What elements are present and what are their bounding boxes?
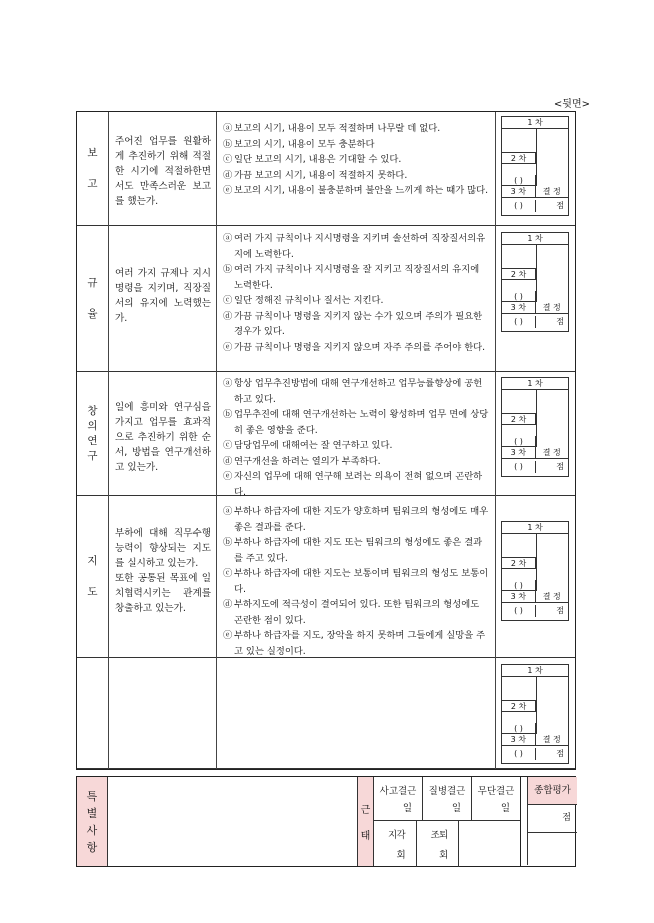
unexcused-absence-cell[interactable]: 무단결근 일 [477,786,515,814]
option-item: ⓐ 보고의 시기, 내용이 모두 적절하며 나무랄 데 없다. [223,123,441,134]
option-item: ⓑ 업무추진에 대해 연구개선하는 노력이 왕성하며 업무 면에 상당히 좋은 영향을 준다. [223,409,489,436]
round1-label: 1 차 [502,665,568,677]
score-box [501,232,569,332]
points-label: 점 [556,749,564,758]
round3-label: 3 차 [502,734,536,745]
criteria-question: 주어진 업무를 원활하게 추진하기 위해 적절한 시기에 적절하한면서도 만족스러운 보고를 했는가. [115,136,211,207]
option-item: ⓑ 여러 가지 규칙이나 지시명령을 잘 지키고 직장질서의 유지에 노력한다. [223,264,480,291]
overall-score-field[interactable]: 점 [527,805,577,833]
score-box [501,116,569,216]
early-leave-cell[interactable]: 조 퇴 회 [417,821,460,867]
overall-evaluation [527,777,577,866]
options-list [223,376,491,500]
category-label: 창 의 연 구 [87,404,98,462]
round3-label: 3 차 [502,302,536,313]
eval-row-discipline [77,226,575,372]
option-item: ⓒ 담당업무에 대해여는 잘 연구하고 있다. [223,440,393,451]
attendance-grid [374,777,521,866]
option-item: ⓑ 보고의 시기, 내용이 모두 충분하다 [223,138,375,150]
option-item: ⓑ 부하나 하급자에 대한 지도 또는 팀워크의 형성에도 좋은 결과를 주고 있다. [223,537,483,564]
points-label: 점 [556,606,564,615]
option-item: ⓔ 가끔 규칙이나 명령을 지키지 않으며 자주 주의를 주어야 한다. [223,341,486,353]
decision-label: 결 정 [542,303,561,312]
sick-absence-cell[interactable]: 질병결근 일 [423,777,472,820]
points-label: 점 [556,462,564,471]
eval-row-blank [77,658,575,769]
attendance-label: 근 태 [358,777,374,866]
points-label: 점 [556,201,564,210]
round1-label: 1 차 [502,233,568,245]
eval-row-report [77,112,575,226]
accident-absence-cell[interactable]: 사고결근 일 [374,777,423,820]
special-notes-label: 특 별 사 항 [77,777,108,866]
category-label: 규 율 [87,276,98,320]
round2-label: 2 차 [502,557,536,569]
decision-paren: ( ) [502,316,536,328]
option-item: ⓒ 일단 보고의 시기, 내용은 기대할 수 있다. [223,154,402,165]
options-list [223,121,491,199]
category-label: 보 고 [87,146,98,190]
score-box [501,377,569,477]
round2-label: 2 차 [502,268,536,280]
options-list [223,231,491,355]
score-box [501,521,569,621]
overall-evaluation-label: 종합평가 [527,777,577,805]
criteria-question: 여러 가지 규제나 지시명령을 지키며, 직장질서의 유지에 노력했는가. [115,268,211,324]
page-side-label: <뒷면> [553,99,590,110]
round2-label: 2 차 [502,413,536,425]
option-item: ⓓ 부하지도에 적극성이 결여되어 있다. 또한 팀워크의 형성에도 곤란한 점이 있다. [223,599,480,626]
eval-row-creativity [77,372,575,496]
option-item: ⓔ 부하나 하급자를 지도, 장악을 하지 못하며 그들에게 실망을 주고 있는 실정이다. [223,630,486,657]
round1-label: 1 차 [502,117,568,129]
round-paren: ( ) [502,175,536,186]
criteria-question: 일에 흥미와 연구심을 가지고 업무를 효과적으로 추진하기 위한 순서, 방법을 연구개선하고 있는가. [115,402,211,473]
option-item: ⓓ 연구개선을 하려는 열의가 부족하다. [223,455,381,467]
options-list [223,504,491,659]
decision-paren: ( ) [502,748,536,760]
round3-label: 3 차 [502,447,536,458]
eval-row-guidance [77,496,575,658]
round-paren: ( ) [502,436,536,447]
decision-label: 결 정 [542,187,561,196]
score-box [501,664,569,764]
criteria-question: 부하에 대해 직무수행능력이 향상되는 지도를 실시하고 있는가. 또한 공통된 목표에 일치협력시키는 관계를 창출하고 있는가. [115,528,211,614]
round1-label: 1 차 [502,522,568,534]
option-item: ⓓ 가끔 규칙이나 명령을 지키지 않는 수가 있으며 주의가 필요한 경우가 있다. [223,310,483,337]
round3-label: 3 차 [502,591,536,602]
option-item: ⓓ 가끔 보고의 시기, 내용이 적절하지 못하다. [223,169,408,181]
evaluation-table [76,111,576,770]
option-item: ⓒ 일단 정해진 규칙이나 질서는 지킨다. [223,295,384,306]
round-paren: ( ) [502,291,536,302]
option-item: ⓐ 부하나 하급자에 대한 지도가 양호하며 팀워크의 형성에도 매우 좋은 결과를 준다. [223,506,489,533]
decision-label: 결 정 [542,592,561,601]
round2-label: 2 차 [502,700,536,712]
option-item: ⓔ 보고의 시기, 내용이 불충분하며 불안을 느끼게 하는 때가 많다. [223,185,489,196]
round-paren: ( ) [502,723,536,734]
decision-label: 결 정 [542,735,561,744]
option-item: ⓒ 부하나 하급자에 대한 지도는 보통이며 팀워크의 형성도 보통이다. [223,568,489,595]
round3-label: 3 차 [502,186,536,197]
category-label: 지 도 [87,554,98,598]
round2-label: 2 차 [502,152,536,164]
decision-paren: ( ) [502,605,536,617]
decision-label: 결 정 [542,448,561,457]
decision-paren: ( ) [502,200,536,212]
points-label: 점 [556,317,564,326]
special-notes-field[interactable] [108,777,358,866]
round-paren: ( ) [502,580,536,591]
option-item: ⓐ 여러 가지 규칙이나 지시명령을 지키며 솔선하여 직장질서의유지에 노력한다. [223,233,486,260]
bottom-section [76,776,576,867]
option-item: ⓐ 항상 업무추진방법에 대해 연구개선하고 업무능률향상에 공헌하고 있다. [223,378,483,405]
decision-paren: ( ) [502,461,536,473]
round1-label: 1 차 [502,378,568,390]
late-cell[interactable]: 지 각 회 [374,821,417,867]
option-item: ⓔ 자신의 업무에 대해 연구해 보려는 의욕이 전혀 없으며 곤란하다. [223,471,483,498]
